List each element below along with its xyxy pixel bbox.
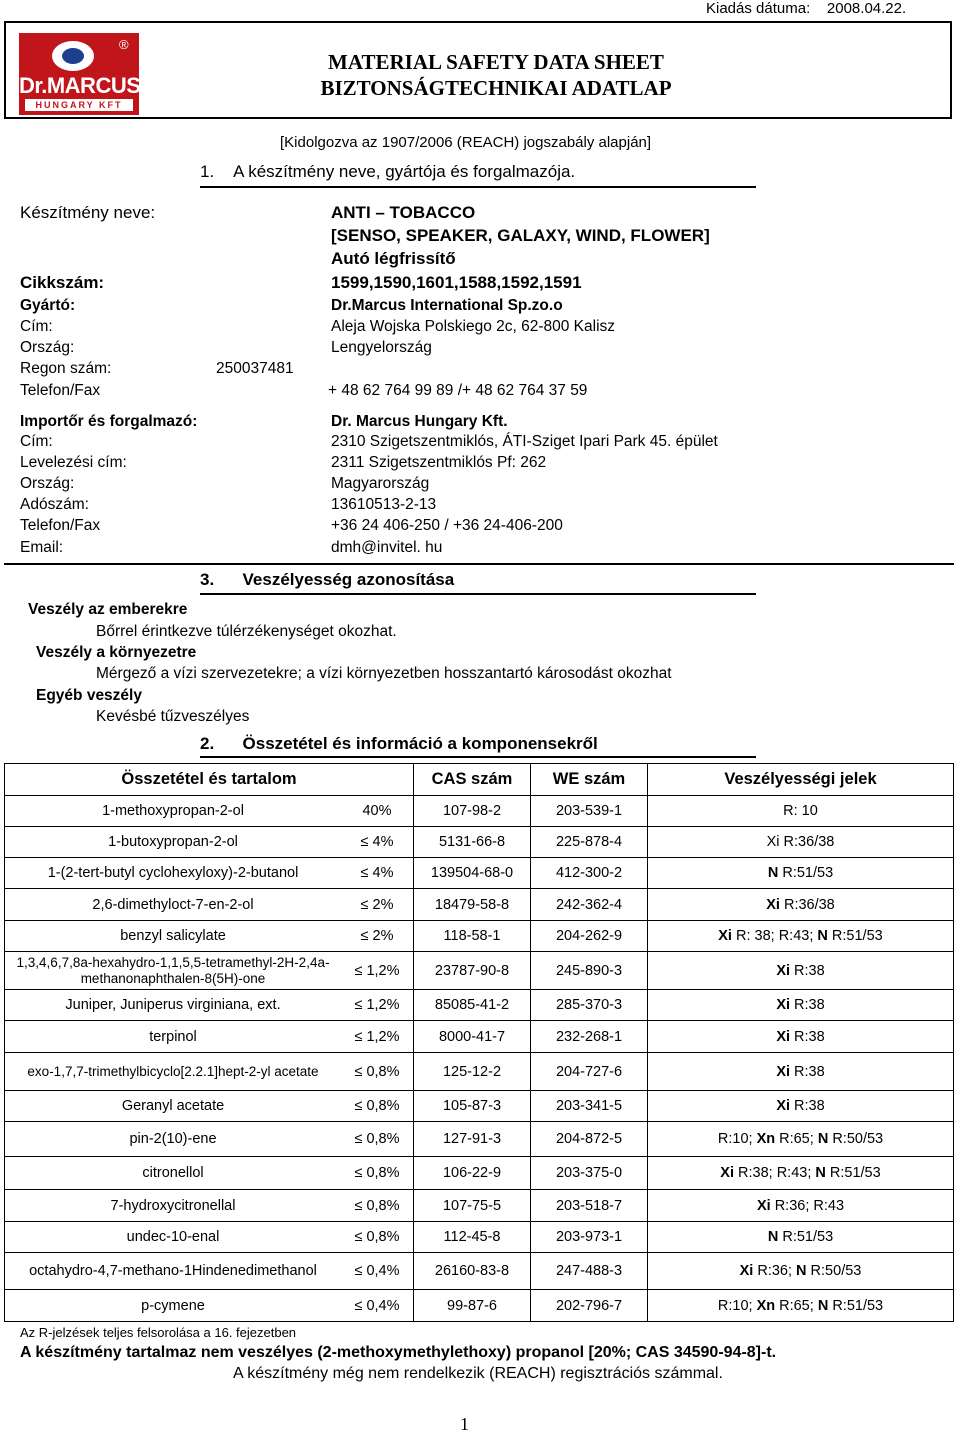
section2-number: 2.	[200, 734, 215, 753]
cell-percent: ≤ 0,8%	[341, 1091, 414, 1122]
hazard-text: R: 38; R:43;	[731, 928, 818, 944]
table-row	[5, 990, 954, 1021]
manufacturer-address-label: Cím:	[20, 318, 53, 335]
importer-mail: 2311 Szigetszentmiklós Pf: 262	[331, 454, 547, 471]
hazard-symbol: N	[767, 865, 779, 881]
importer-country-label: Ország:	[20, 475, 75, 492]
cell-we: 232-268-1	[531, 1021, 648, 1053]
hazard-text: R:51/53	[828, 1297, 884, 1314]
logo-q-icon	[52, 41, 94, 71]
cell-hazard	[648, 1290, 954, 1322]
hazard-symbol: N	[817, 928, 828, 944]
table-row	[5, 889, 954, 921]
section1-title: A készítmény neve, gyártója és forgalmazója.	[233, 162, 576, 181]
hazard-symbol: N	[767, 1229, 779, 1245]
manufacturer-reg-label: Regon szám:	[20, 360, 112, 377]
cell-we: 247-488-3	[531, 1253, 648, 1290]
hazard-symbol: Xn	[756, 1131, 776, 1147]
cell-we: 202-796-7	[531, 1290, 648, 1322]
hazard-text: R:36/38	[779, 896, 835, 913]
hazard-text: R:38	[790, 962, 825, 979]
cell-percent: ≤ 1,2%	[341, 1021, 414, 1053]
section3-title: Veszélyesség azonosítása	[242, 570, 455, 589]
cell-hazard	[648, 952, 954, 990]
cell-hazard	[648, 1122, 954, 1157]
manufacturer-phone: + 48 62 764 99 89 /+ 48 62 764 37 59	[328, 382, 588, 399]
product-code-value: 1599,1590,1601,1588,1592,1591	[331, 273, 582, 292]
hazard-symbol: Xi	[739, 1263, 754, 1279]
table-row	[5, 952, 954, 990]
hazard-symbol: Xi	[720, 1165, 734, 1181]
header-box	[4, 21, 952, 119]
cell-name: octahydro-4,7-methano-1Hindenedimethanol	[5, 1253, 342, 1290]
cell-we: 242-362-4	[531, 889, 648, 921]
cell-hazard	[648, 990, 954, 1021]
hazard-human-label: Veszély az emberekre	[28, 601, 188, 618]
hazard-symbol: Xn	[756, 1297, 776, 1314]
regulation-note: [Kidolgozva az 1907/2006 (REACH) jogszabály alapján]	[280, 134, 652, 151]
product-name-1: ANTI – TOBACCO	[331, 203, 476, 222]
cell-cas: 127-91-3	[414, 1122, 531, 1157]
product-name-3: Autó légfrissítő	[331, 249, 456, 268]
hazard-symbol: N	[817, 1131, 829, 1147]
cell-hazard	[648, 921, 954, 952]
table-row	[5, 1157, 954, 1190]
manufacturer-value: Dr.Marcus International Sp.zo.o	[331, 297, 563, 314]
issue-date-label: Kiadás dátuma:	[706, 0, 811, 17]
cell-cas: 125-12-2	[414, 1053, 531, 1091]
cell-hazard	[648, 1222, 954, 1253]
hazard-text: R: 10	[783, 803, 818, 819]
cell-we: 412-300-2	[531, 858, 648, 889]
section3-number: 3.	[200, 570, 215, 589]
hazard-text: R:38; R:43;	[733, 1165, 816, 1181]
cell-hazard	[648, 1253, 954, 1290]
cell-name: exo-1,7,7-trimethylbicyclo[2.2.1]hept-2-yl acetate	[5, 1053, 342, 1091]
footer-reach-note: A készítmény még nem rendelkezik (REACH) regisztrációs számmal.	[233, 1365, 723, 1382]
cell-hazard	[648, 1091, 954, 1122]
manufacturer-label: Gyártó:	[20, 297, 76, 314]
hazard-other-label: Egyéb veszély	[36, 687, 142, 704]
section1-underline	[200, 186, 756, 188]
section2-title: Összetétel és információ a komponensekről	[242, 734, 598, 753]
cell-percent: 40%	[341, 796, 414, 827]
logo-brand: Dr.MARCUS	[19, 73, 141, 98]
cell-hazard	[648, 796, 954, 827]
cell-cas: 26160-83-8	[414, 1253, 531, 1290]
importer-mail-label: Levelezési cím:	[20, 454, 127, 471]
issue-date	[706, 0, 906, 17]
cell-name: p-cymene	[5, 1290, 342, 1322]
cell-we: 203-341-5	[531, 1091, 648, 1122]
importer-tax-label: Adószám:	[20, 496, 89, 513]
hazard-text: R:38	[790, 1063, 825, 1080]
cell-name: 7-hydroxycitronellal	[5, 1190, 342, 1222]
hazard-text: R:51/53	[778, 865, 834, 881]
hazard-symbol: N	[815, 1165, 826, 1181]
product-name-2: [SENSO, SPEAKER, GALAXY, WIND, FLOWER]	[331, 226, 710, 245]
cell-percent: ≤ 4%	[341, 827, 414, 858]
cell-cas: 18479-58-8	[414, 889, 531, 921]
manufacturer-country: Lengyelország	[331, 339, 432, 356]
cell-name: benzyl salicylate	[5, 921, 342, 952]
hazard-text: Xi R:36/38	[766, 834, 835, 850]
cell-hazard	[648, 1157, 954, 1190]
hazard-symbol: Xi	[776, 997, 791, 1013]
cell-name: terpinol	[5, 1021, 342, 1053]
cell-name: 2,6-dimethyloct-7-en-2-ol	[5, 889, 342, 921]
cell-name: 1-methoxypropan-2-ol	[5, 796, 342, 827]
manufacturer-reg: 250037481	[216, 360, 294, 377]
cell-hazard	[648, 889, 954, 921]
hazard-symbol: Xi	[776, 1098, 791, 1114]
header-composition: Összetétel és tartalom	[5, 764, 414, 796]
cell-percent: ≤ 0,8%	[341, 1190, 414, 1222]
cell-cas: 99-87-6	[414, 1290, 531, 1322]
table-row	[5, 858, 954, 889]
divider-top	[4, 563, 954, 565]
importer-address-label: Cím:	[20, 433, 53, 450]
hazard-text: R:36;	[753, 1263, 797, 1279]
cell-hazard	[648, 827, 954, 858]
manufacturer-phone-label: Telefon/Fax	[20, 382, 101, 399]
cell-we: 203-518-7	[531, 1190, 648, 1222]
importer-email-label: Email:	[20, 539, 64, 556]
table-row	[5, 1021, 954, 1053]
company-logo	[19, 33, 139, 115]
hazard-symbol: Xi	[776, 1063, 791, 1080]
table-row	[5, 1290, 954, 1322]
footer-note: Az R-jelzések teljes felsorolása a 16. fejezetben	[20, 1325, 297, 1340]
issue-date-value: 2008.04.22.	[826, 0, 907, 17]
cell-percent: ≤ 1,2%	[341, 952, 414, 990]
hazard-symbol: Xi	[776, 962, 791, 979]
cell-we: 203-375-0	[531, 1157, 648, 1190]
cell-percent: ≤ 2%	[341, 889, 414, 921]
cell-name: citronellol	[5, 1157, 342, 1190]
cell-we: 204-872-5	[531, 1122, 648, 1157]
hazard-text: R:10;	[717, 1131, 757, 1147]
hazard-text: R:38	[790, 1028, 825, 1045]
cell-we: 204-727-6	[531, 1053, 648, 1091]
cell-we: 203-973-1	[531, 1222, 648, 1253]
page-number: 1	[460, 1414, 469, 1434]
cell-name: undec-10-enal	[5, 1222, 342, 1253]
cell-hazard	[648, 1190, 954, 1222]
cell-cas: 107-75-5	[414, 1190, 531, 1222]
cell-cas: 23787-90-8	[414, 952, 531, 990]
section2-heading	[200, 734, 598, 754]
cell-cas: 112-45-8	[414, 1222, 531, 1253]
hazard-text: R:65;	[775, 1131, 818, 1147]
cell-percent: ≤ 0,8%	[341, 1053, 414, 1091]
cell-we: 285-370-3	[531, 990, 648, 1021]
hazard-env: Mérgező a vízi szervezetekre; a vízi környezetben hosszantartó károsodást okozhat	[96, 665, 672, 682]
cell-cas: 85085-41-2	[414, 990, 531, 1021]
cell-percent: ≤ 0,4%	[341, 1290, 414, 1322]
cell-name: 1,3,4,6,7,8a-hexahydro-1,1,5,5-tetramethyl-2H-2,4a-methanonaphthalen-8(5H)-one	[5, 952, 342, 990]
product-name-label: Készítmény neve:	[20, 203, 156, 222]
table-row	[5, 827, 954, 858]
hazard-text: R:51/53	[827, 928, 883, 944]
importer-value: Dr. Marcus Hungary Kft.	[331, 413, 508, 430]
importer-tax: 13610513-2-13	[331, 496, 437, 513]
section3-heading	[200, 570, 454, 590]
importer-address: 2310 Szigetszentmiklós, ÁTI-Sziget Ipari Park 45. épület	[331, 433, 718, 450]
cell-hazard	[648, 1021, 954, 1053]
hazard-symbol: N	[817, 1297, 829, 1314]
hazard-text: R:38	[790, 997, 825, 1013]
table-row	[5, 1122, 954, 1157]
hazard-symbol: N	[796, 1263, 807, 1279]
importer-country: Magyarország	[331, 475, 430, 492]
section1-number: 1.	[200, 162, 215, 181]
hazard-env-label: Veszély a környezetre	[36, 644, 197, 661]
manufacturer-country-label: Ország:	[20, 339, 75, 356]
cell-cas: 106-22-9	[414, 1157, 531, 1190]
title-en: MATERIAL SAFETY DATA SHEET	[328, 50, 664, 74]
hazard-text: R:51/53	[778, 1229, 834, 1245]
hazard-human: Bőrrel érintkezve túlérzékenységet okozhat.	[96, 623, 397, 640]
manufacturer-address: Aleja Wojska Polskiego 2c, 62-800 Kalisz	[331, 318, 616, 335]
cell-hazard	[648, 858, 954, 889]
hazard-text: R:50/53	[806, 1263, 862, 1279]
logo-sub: HUNGARY KFT	[25, 99, 133, 111]
section1-heading	[200, 162, 575, 182]
importer-phone: +36 24 406-250 / +36 24-406-200	[331, 517, 563, 534]
hazard-text: R:10;	[717, 1297, 757, 1314]
cell-name: 1-(2-tert-butyl cyclohexyloxy)-2-butanol	[5, 858, 342, 889]
cell-we: 225-878-4	[531, 827, 648, 858]
section3-underline	[200, 593, 756, 595]
cell-name: pin-2(10)-ene	[5, 1122, 342, 1157]
cell-cas: 8000-41-7	[414, 1021, 531, 1053]
header-hazard: Veszélyességi jelek	[648, 764, 954, 796]
cell-cas: 105-87-3	[414, 1091, 531, 1122]
hazard-text: R:65;	[775, 1297, 818, 1314]
cell-percent: ≤ 0,8%	[341, 1157, 414, 1190]
cell-we: 204-262-9	[531, 921, 648, 952]
cell-percent: ≤ 0,4%	[341, 1253, 414, 1290]
importer-phone-label: Telefon/Fax	[20, 517, 101, 534]
cell-name: Juniper, Juniperus virginiana, ext.	[5, 990, 342, 1021]
cell-percent: ≤ 1,2%	[341, 990, 414, 1021]
table-header-row	[5, 764, 954, 796]
cell-percent: ≤ 0,8%	[341, 1122, 414, 1157]
cell-name: Geranyl acetate	[5, 1091, 342, 1122]
title-hu: BIZTONSÁGTECHNIKAI ADATLAP	[320, 76, 672, 100]
hazard-text: R:38	[790, 1098, 825, 1114]
table-row	[5, 1190, 954, 1222]
hazard-other: Kevésbé tűzveszélyes	[96, 708, 250, 725]
header-we: WE szám	[531, 764, 648, 796]
hazard-symbol: Xi	[776, 1028, 791, 1045]
table-row	[5, 1091, 954, 1122]
hazard-symbol: Xi	[766, 896, 780, 913]
table-row	[5, 921, 954, 952]
cell-cas: 118-58-1	[414, 921, 531, 952]
product-code-label: Cikkszám:	[20, 273, 105, 292]
importer-label: Importőr és forgalmazó:	[20, 413, 198, 430]
hazard-text: R:51/53	[825, 1165, 881, 1181]
header-cas: CAS szám	[414, 764, 531, 796]
cell-we: 203-539-1	[531, 796, 648, 827]
cell-percent: ≤ 2%	[341, 921, 414, 952]
cell-percent: ≤ 0,8%	[341, 1222, 414, 1253]
cell-cas: 139504-68-0	[414, 858, 531, 889]
table-row	[5, 1053, 954, 1091]
logo-reg-mark: ®	[119, 37, 129, 52]
table-row	[5, 796, 954, 827]
hazard-symbol: Xi	[718, 928, 732, 944]
table-row	[5, 1222, 954, 1253]
footer-bold-note: A készítmény tartalmaz nem veszélyes (2-methoxymethylethoxy) propanol [20%; CAS 34590-94-8]-t.	[20, 1344, 777, 1361]
cell-percent: ≤ 4%	[341, 858, 414, 889]
cell-cas: 5131-66-8	[414, 827, 531, 858]
cell-we: 245-890-3	[531, 952, 648, 990]
cell-cas: 107-98-2	[414, 796, 531, 827]
section2-underline	[200, 756, 756, 758]
cell-hazard	[648, 1053, 954, 1091]
hazard-text: R:50/53	[828, 1131, 884, 1147]
table-row	[5, 1253, 954, 1290]
hazard-text: R:36; R:43	[770, 1197, 845, 1214]
importer-email: dmh@invitel. hu	[331, 539, 443, 556]
composition-table	[4, 763, 954, 1322]
cell-name: 1-butoxypropan-2-ol	[5, 827, 342, 858]
hazard-symbol: Xi	[756, 1197, 771, 1214]
